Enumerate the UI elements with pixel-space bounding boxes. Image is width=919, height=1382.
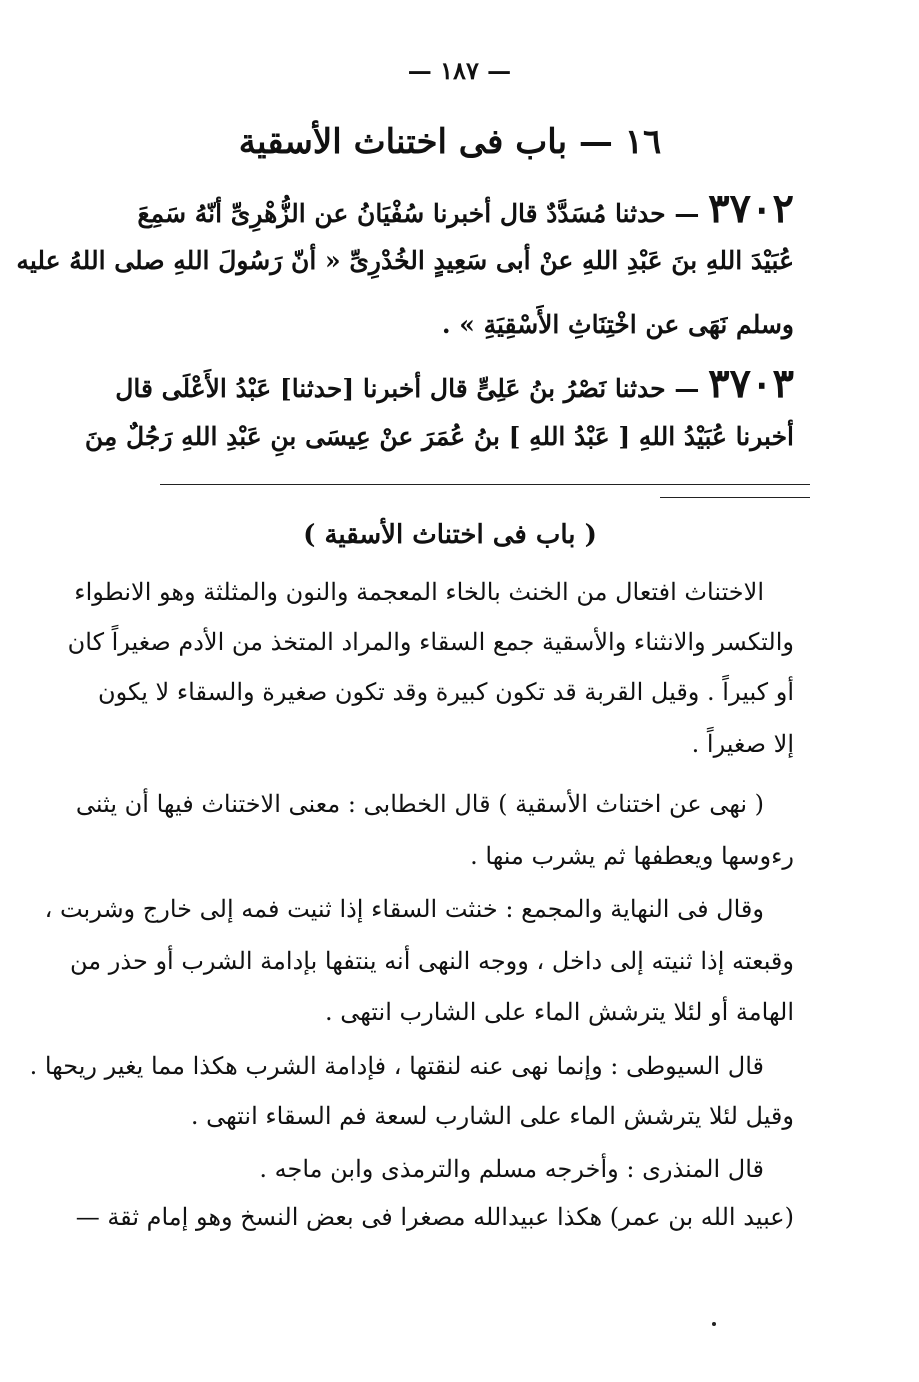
commentary-line: وقيل لئلا يترشش الماء على الشارب لسعة فم السقاء انتهى . <box>190 1102 794 1130</box>
hadith-3702-line-2: عُبَيْدَ اللهِ بنَ عَبْدِ اللهِ عنْ أبى سَعِيدٍ الخُدْرِىِّ « أنّ رَسُولَ اللهِ صلى اللهُ عليه <box>16 246 794 275</box>
commentary-line: الهامة أو لئلا يترشش الماء على الشارب انتهى . <box>324 998 794 1026</box>
hadith-3703-line-2: أخبرنا عُبَيْدُ اللهِ [ عَبْدُ اللهِ ] بنُ عُمَرَ عنْ عِيسَى بنِ عَبْدِ اللهِ رَجُلٌ مِنَ <box>84 422 794 451</box>
commentary-line: والتكسر والانثناء والأسقية جمع السقاء والمراد المتخذ من الأدم صغيراً كان <box>67 628 794 656</box>
footnote-divider <box>160 484 810 485</box>
footnote-divider-short <box>660 497 810 498</box>
commentary-line: إلا صغيراً . <box>691 730 794 758</box>
commentary-line: الاختناث افتعال من الخنث بالخاء المعجمة والنون والمثلثة وهو الانطواء <box>74 578 764 606</box>
hadith-3703-line-1 <box>115 360 794 407</box>
hadith-3702-line-3: وسلم نَهَى عن اخْتِنَاثِ الأَسْقِيَةِ » . <box>441 310 794 339</box>
commentary-line: قال المنذرى : وأخرجه مسلم والترمذى وابن ماجه . <box>259 1155 764 1183</box>
stray-mark <box>712 1322 716 1326</box>
commentary-line: قال السيوطى : وإنما نهى عنه لنقتها ، فإدامة الشرب هكذا مما يغير ريحها . <box>29 1052 764 1080</box>
chapter-title: ١٦ — باب فى اختناث الأسقية <box>238 122 662 162</box>
commentary-line: أو كبيراً . وقيل القربة قد تكون كبيرة وقد تكون صغيرة والسقاء لا يكون <box>97 678 794 706</box>
hadith-3702-line-1 <box>137 185 794 232</box>
hadith-number: ٣٧٠٢ <box>708 185 794 232</box>
commentary-line: (عبيد الله بن عمر) هكذا عبيدالله مصغرا فى بعض النسخ وهو إمام ثقة — <box>75 1203 794 1231</box>
hadith-number: ٣٧٠٣ <box>708 360 794 407</box>
commentary-line: رءوسها ويعطفها ثم يشرب منها . <box>470 842 794 870</box>
commentary-title: ( باب فى اختناث الأسقية ) <box>303 520 597 550</box>
hadith-text: — حدثنا نَصْرُ بنُ عَلِىٍّ قال أخبرنا [حدثنا] عَبْدُ الأَعْلَى قال <box>115 374 700 403</box>
commentary-line: وقبعته إذا ثنيته إلى داخل ، ووجه النهى أنه ينتفها بإدامة الشرب أو حذر من <box>70 947 794 975</box>
hadith-text: — حدثنا مُسَدَّدٌ قال أخبرنا سُفْيَانُ عن الزُّهْرِىِّ أنّهُ سَمِعَ <box>137 199 700 228</box>
commentary-line: ( نهى عن اختناث الأسقية ) قال الخطابى : معنى الاختناث فيها أن يثنى <box>75 790 764 818</box>
page-number: — ١٨٧ — <box>407 56 512 85</box>
commentary-line: وقال فى النهاية والمجمع : خنثت السقاء إذا ثنيت فمه إلى خارج وشربت ، <box>44 895 764 923</box>
